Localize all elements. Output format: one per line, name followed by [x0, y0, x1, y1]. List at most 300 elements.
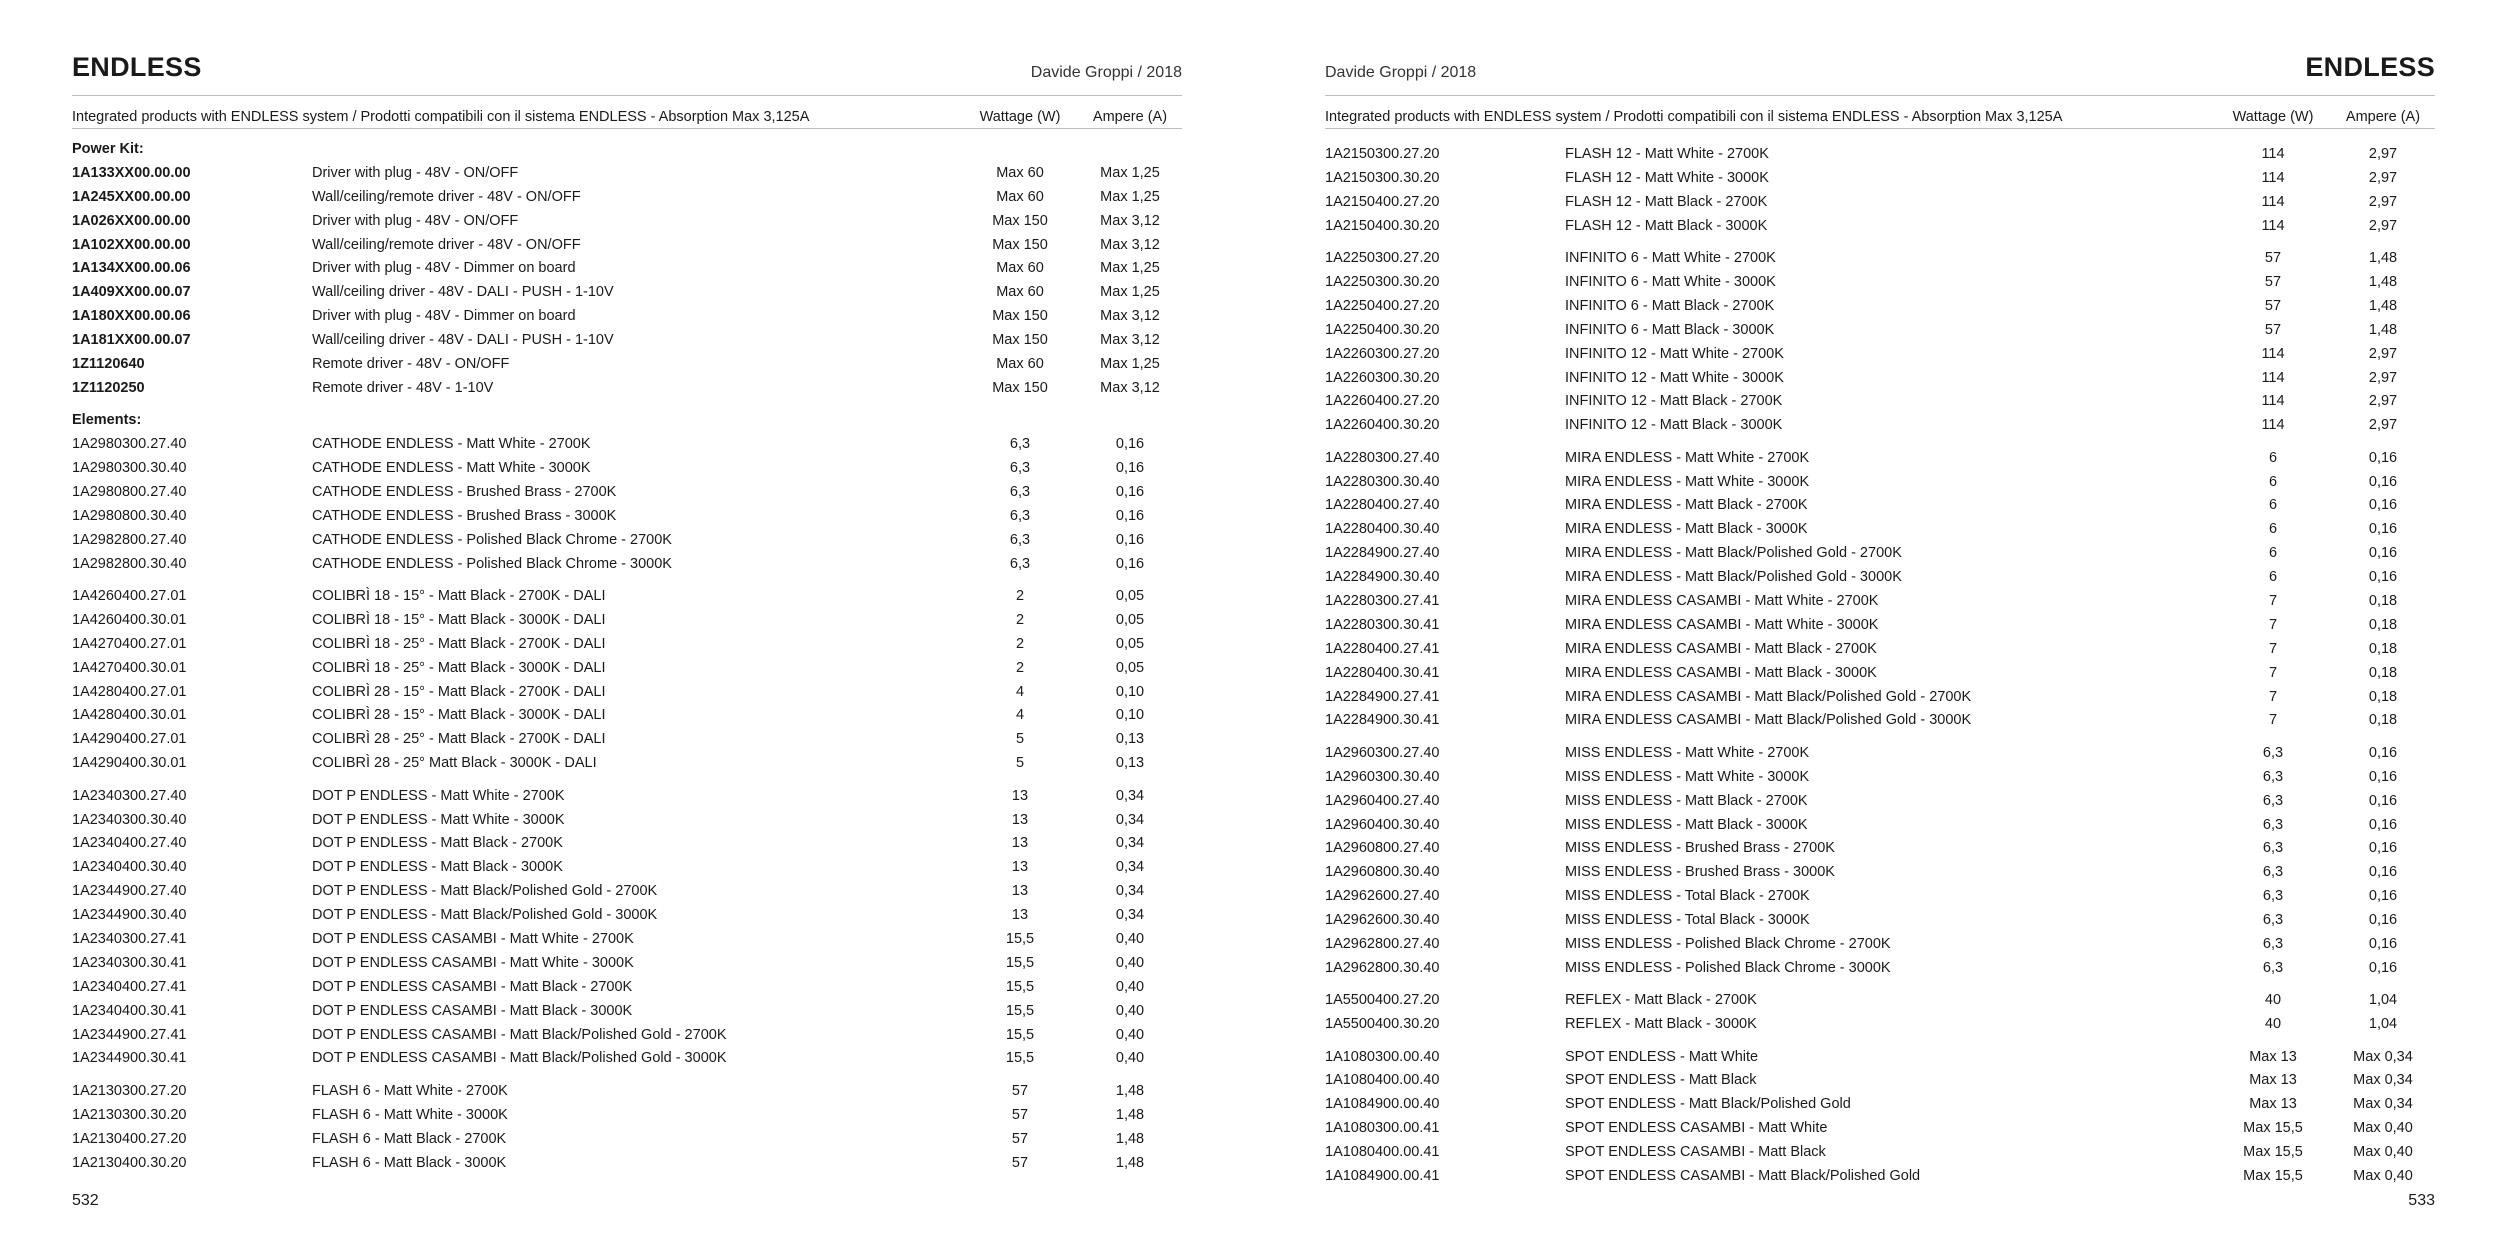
elements-section-title-label: Elements: — [72, 412, 142, 429]
ampere-value: 1,48 — [1115, 1130, 1145, 1147]
ampere-value: 0,16 — [2368, 816, 2398, 833]
product-code: 1A2260300.27.20 — [1325, 345, 1440, 362]
product-code: 1A4290400.30.01 — [72, 755, 187, 772]
product-description: CATHODE ENDLESS - Brushed Brass - 3000K — [312, 507, 617, 524]
product-description: FLASH 12 - Matt Black - 2700K — [1565, 193, 1768, 210]
product-description: MISS ENDLESS - Polished Black Chrome - 3000K — [1565, 959, 1891, 976]
wattage-value: Max 13 — [2249, 1048, 2297, 1065]
product-description: SPOT ENDLESS - Matt White — [1565, 1048, 1759, 1065]
header-divider — [1325, 95, 2435, 96]
ampere-value: 0,10 — [1115, 707, 1145, 724]
product-code: 1A2960400.30.40 — [1325, 816, 1440, 833]
product-code: 1A2250400.27.20 — [1325, 297, 1440, 314]
wattage-value: 114 — [2261, 193, 2285, 210]
wattage-value: 57 — [1011, 1154, 1029, 1171]
ampere-value: 0,05 — [1115, 588, 1145, 605]
product-description: Remote driver - 48V - ON/OFF — [312, 356, 510, 373]
product-code: 1A2284900.27.41 — [1325, 688, 1440, 705]
ampere-value: 0,05 — [1115, 611, 1145, 628]
table-row — [1325, 1013, 2435, 1037]
ampere-value: 0,16 — [2368, 449, 2398, 466]
ampere-value: Max 0,34 — [2353, 1072, 2413, 1089]
wattage-value: 57 — [2264, 250, 2282, 267]
wattage-value: 2 — [1015, 588, 1025, 605]
brand-title: ENDLESS — [2305, 52, 2435, 82]
product-code: 1A2280300.27.40 — [1325, 449, 1440, 466]
ampere-value: 0,16 — [2368, 792, 2398, 809]
product-code: 1A4260400.27.01 — [72, 588, 187, 605]
product-description: REFLEX - Matt Black - 2700K — [1565, 992, 1757, 1009]
product-code: 1A2960400.27.40 — [1325, 792, 1440, 809]
product-code: 1A4280400.30.01 — [72, 707, 187, 724]
ampere-column-header: Ampere (A) — [2345, 109, 2421, 125]
ampere-value: 0,16 — [2368, 521, 2398, 538]
product-description: Driver with plug - 48V - ON/OFF — [312, 212, 519, 229]
wattage-value: 6,3 — [2262, 959, 2284, 976]
table-row — [72, 186, 1182, 210]
wattage-value: 2 — [1015, 635, 1025, 652]
wattage-value: 6 — [2268, 569, 2278, 586]
ampere-value: 2,97 — [2368, 369, 2398, 386]
ampere-value: 2,97 — [2368, 345, 2398, 362]
table-row — [1325, 191, 2435, 215]
wattage-value: 13 — [1011, 859, 1029, 876]
ampere-value: 0,34 — [1115, 883, 1145, 900]
product-description: MIRA ENDLESS - Matt Black/Polished Gold - 3000K — [1565, 569, 1902, 586]
product-code: 1Z1120250 — [72, 379, 145, 396]
product-code: 1A1080300.00.40 — [1325, 1048, 1440, 1065]
product-description: COLIBRÌ 28 - 25° - Matt Black - 2700K - DALI — [312, 731, 606, 748]
table-row — [1325, 1165, 2435, 1189]
wattage-column-header: Wattage (W) — [2232, 109, 2314, 125]
ampere-value: 0,16 — [1115, 531, 1145, 548]
ampere-column-header: Ampere (A) — [1092, 109, 1168, 125]
wattage-value: Max 60 — [996, 356, 1044, 373]
ampere-value: 0,40 — [1115, 954, 1145, 971]
ampere-value: Max 0,40 — [2353, 1144, 2413, 1161]
table-header-divider — [1325, 128, 2435, 129]
wattage-value: 13 — [1011, 835, 1029, 852]
table-row — [72, 633, 1182, 657]
table-row — [72, 928, 1182, 952]
table-row — [1325, 143, 2435, 167]
wattage-value: 6,3 — [2262, 840, 2284, 857]
product-code: 1Z1120640 — [72, 356, 145, 373]
product-code: 1A2280300.30.41 — [1325, 616, 1440, 633]
product-code: 1A2280400.27.40 — [1325, 497, 1440, 514]
ampere-value: Max 3,12 — [1100, 379, 1160, 396]
product-description: MIRA ENDLESS CASAMBI - Matt Black/Polished Gold - 2700K — [1565, 688, 1972, 705]
header-divider — [72, 95, 1182, 96]
table-row — [1325, 662, 2435, 686]
product-description: CATHODE ENDLESS - Brushed Brass - 2700K — [312, 483, 617, 500]
product-code: 1A2280400.30.41 — [1325, 664, 1440, 681]
product-code: 1A2284900.27.40 — [1325, 545, 1440, 562]
wattage-value: 6,3 — [2262, 888, 2284, 905]
product-code: 1A2962800.30.40 — [1325, 959, 1440, 976]
wattage-value: 6,3 — [1009, 460, 1031, 477]
product-code: 1A2962600.27.40 — [1325, 888, 1440, 905]
ampere-value: 1,48 — [2368, 321, 2398, 338]
table-header-divider — [72, 128, 1182, 129]
product-code: 1A4290400.27.01 — [72, 731, 187, 748]
product-description: Driver with plug - 48V - Dimmer on board — [312, 308, 576, 325]
product-description: Wall/ceiling driver - 48V - DALI - PUSH - 1-10V — [312, 332, 614, 349]
ampere-value: 0,16 — [2368, 840, 2398, 857]
table-row — [72, 162, 1182, 186]
wattage-value: Max 150 — [992, 212, 1048, 229]
ampere-value: Max 0,34 — [2353, 1048, 2413, 1065]
wattage-value: 6,3 — [2262, 936, 2284, 952]
table-row — [72, 609, 1182, 633]
product-description: Remote driver - 48V - 1-10V — [312, 379, 494, 396]
page-number: 533 — [2408, 1192, 2435, 1209]
table-row — [1325, 1046, 2435, 1070]
ampere-value: 0,05 — [1115, 635, 1145, 652]
product-code: 1A2960800.27.40 — [1325, 840, 1440, 857]
ampere-value: 1,48 — [1115, 1154, 1145, 1171]
wattage-value: 6,3 — [2262, 912, 2284, 929]
ampere-value: 2,97 — [2368, 417, 2398, 434]
product-code: 1A2340400.30.40 — [72, 859, 187, 876]
table-row — [72, 976, 1182, 1000]
table-title: Integrated products with ENDLESS system / Prodotti compatibili con il sistema ENDLESS - Absorption Max 3,125A — [1325, 109, 2063, 125]
ampere-value: Max 3,12 — [1100, 212, 1160, 229]
product-description: Driver with plug - 48V - Dimmer on board — [312, 260, 576, 277]
product-description: DOT P ENDLESS CASAMBI - Matt White - 3000K — [312, 954, 634, 971]
product-code: 1A2150300.30.20 — [1325, 169, 1440, 186]
product-code: 1A2130300.27.20 — [72, 1082, 187, 1099]
product-code: 1A2260400.30.20 — [1325, 417, 1440, 434]
table-row — [1325, 471, 2435, 495]
product-description: MIRA ENDLESS - Matt Black - 2700K — [1565, 497, 1808, 514]
table-row — [1325, 343, 2435, 367]
wattage-value: 6,3 — [1009, 555, 1031, 572]
ampere-value: 0,40 — [1115, 1050, 1145, 1067]
ampere-value: 0,16 — [2368, 936, 2398, 952]
ampere-value: 0,16 — [1115, 507, 1145, 524]
product-description: INFINITO 12 - Matt White - 3000K — [1565, 369, 1784, 386]
table-row — [1325, 518, 2435, 542]
ampere-value: Max 3,12 — [1100, 332, 1160, 349]
table-row — [72, 1080, 1182, 1104]
product-description: DOT P ENDLESS - Matt White - 3000K — [312, 811, 565, 828]
table-row — [72, 809, 1182, 833]
product-description: MIRA ENDLESS CASAMBI - Matt Black/Polished Gold - 3000K — [1565, 712, 1972, 729]
ampere-value: Max 1,25 — [1100, 260, 1160, 277]
product-description: SPOT ENDLESS CASAMBI - Matt White — [1565, 1120, 1828, 1137]
product-code: 1A409XX00.00.07 — [72, 284, 191, 301]
product-code: 1A2962600.30.40 — [1325, 912, 1440, 929]
table-row — [1325, 390, 2435, 414]
table-row — [1325, 247, 2435, 271]
table-row — [1325, 909, 2435, 933]
ampere-value: 0,16 — [2368, 497, 2398, 514]
table-row — [72, 305, 1182, 329]
product-description: DOT P ENDLESS CASAMBI - Matt Black - 2700K — [312, 978, 633, 995]
product-code: 1A1080400.00.41 — [1325, 1144, 1440, 1161]
table-row — [1325, 319, 2435, 343]
wattage-value: 6 — [2268, 545, 2278, 562]
wattage-value: 6,3 — [2262, 864, 2284, 881]
table-row — [1325, 989, 2435, 1013]
wattage-value: 40 — [2264, 992, 2282, 1009]
table-row — [72, 1152, 1182, 1176]
table-row — [1325, 814, 2435, 838]
product-description: INFINITO 6 - Matt Black - 3000K — [1565, 321, 1775, 338]
table-row — [72, 505, 1182, 529]
product-table — [1325, 143, 2435, 1189]
ampere-value: 0,05 — [1115, 659, 1145, 676]
wattage-value: 6,3 — [1009, 436, 1031, 453]
table-row — [1325, 1093, 2435, 1117]
product-description: DOT P ENDLESS CASAMBI - Matt Black/Polished Gold - 2700K — [312, 1026, 727, 1043]
wattage-value: 13 — [1011, 811, 1029, 828]
product-code: 1A180XX00.00.06 — [72, 308, 191, 325]
product-code: 1A2980300.30.40 — [72, 460, 187, 477]
product-description: INFINITO 6 - Matt Black - 2700K — [1565, 297, 1775, 314]
product-description: SPOT ENDLESS CASAMBI - Matt Black/Polished Gold — [1565, 1168, 1921, 1185]
ampere-value: 0,13 — [1115, 731, 1145, 748]
product-description: CATHODE ENDLESS - Matt White - 3000K — [312, 460, 591, 477]
ampere-value: 1,48 — [2368, 250, 2398, 267]
wattage-value: 6,3 — [2262, 768, 2284, 785]
wattage-value: 7 — [2268, 688, 2278, 705]
wattage-value: Max 150 — [992, 308, 1048, 325]
product-code: 1A181XX00.00.07 — [72, 332, 191, 349]
ampere-value: 2,97 — [2368, 169, 2398, 186]
ampere-value: 0,40 — [1115, 1002, 1145, 1019]
product-description: Wall/ceiling/remote driver - 48V - ON/OFF — [312, 236, 581, 253]
wattage-value: 7 — [2268, 593, 2278, 610]
product-code: 1A2280300.27.41 — [1325, 593, 1440, 610]
ampere-value: 0,18 — [2368, 616, 2398, 633]
product-code: 1A2150400.27.20 — [1325, 193, 1440, 210]
wattage-value: 6,3 — [1009, 483, 1031, 500]
wattage-value: Max 60 — [996, 164, 1044, 181]
product-description: FLASH 12 - Matt White - 2700K — [1565, 146, 1769, 162]
table-row — [72, 952, 1182, 976]
wattage-value: 15,5 — [1005, 931, 1035, 947]
ampere-value: Max 0,40 — [2353, 1168, 2413, 1185]
ampere-value: 0,16 — [2368, 888, 2398, 905]
wattage-value: 114 — [2261, 393, 2285, 410]
ampere-value: 0,16 — [2368, 473, 2398, 490]
table-row — [72, 1104, 1182, 1128]
product-code: 1A134XX00.00.06 — [72, 260, 191, 277]
table-row — [1325, 271, 2435, 295]
product-code: 1A102XX00.00.00 — [72, 236, 191, 253]
product-description: SPOT ENDLESS - Matt Black/Polished Gold — [1565, 1096, 1851, 1113]
table-row — [72, 210, 1182, 234]
catalog-page-right — [1325, 0, 2435, 1250]
table-row — [1325, 837, 2435, 861]
ampere-value: 0,16 — [1115, 436, 1145, 453]
table-row — [72, 856, 1182, 880]
ampere-value: 0,40 — [1115, 1026, 1145, 1043]
ampere-value: 0,10 — [1115, 683, 1145, 700]
ampere-value: 0,16 — [2368, 545, 2398, 562]
wattage-value: 6 — [2268, 449, 2278, 466]
table-row — [1325, 414, 2435, 438]
wattage-value: Max 60 — [996, 284, 1044, 301]
wattage-value: 6,3 — [1009, 507, 1031, 524]
product-description: MISS ENDLESS - Matt White - 3000K — [1565, 768, 1810, 785]
product-description: MISS ENDLESS - Brushed Brass - 2700K — [1565, 840, 1835, 857]
product-description: CATHODE ENDLESS - Polished Black Chrome - 3000K — [312, 555, 672, 572]
table-row — [72, 1000, 1182, 1024]
product-description: MIRA ENDLESS CASAMBI - Matt White - 3000K — [1565, 616, 1879, 633]
wattage-value: 6 — [2268, 497, 2278, 514]
wattage-value: 114 — [2261, 345, 2285, 362]
wattage-value: Max 15,5 — [2243, 1168, 2303, 1185]
table-row — [1325, 766, 2435, 790]
ampere-value: Max 1,25 — [1100, 188, 1160, 205]
wattage-column-header: Wattage (W) — [979, 109, 1061, 125]
wattage-value: 57 — [1011, 1082, 1029, 1099]
wattage-value: 7 — [2268, 640, 2278, 657]
ampere-value: 0,16 — [2368, 864, 2398, 881]
table-row — [72, 832, 1182, 856]
product-code: 1A2130300.30.20 — [72, 1106, 187, 1123]
product-description: DOT P ENDLESS CASAMBI - Matt Black - 3000K — [312, 1002, 633, 1019]
ampere-value: Max 3,12 — [1100, 308, 1160, 325]
table-row — [72, 529, 1182, 553]
product-code: 1A2150400.30.20 — [1325, 217, 1440, 234]
product-code: 1A2960800.30.40 — [1325, 864, 1440, 881]
table-row — [1325, 885, 2435, 909]
product-code: 1A2284900.30.40 — [1325, 569, 1440, 586]
table-row — [1325, 933, 2435, 957]
ampere-value: 0,16 — [2368, 768, 2398, 785]
table-row — [72, 880, 1182, 904]
product-code: 1A026XX00.00.00 — [72, 212, 191, 229]
wattage-value: 114 — [2261, 217, 2285, 234]
ampere-value: Max 1,25 — [1100, 284, 1160, 301]
wattage-value: 13 — [1011, 907, 1029, 924]
product-description: DOT P ENDLESS - Matt Black - 3000K — [312, 859, 563, 876]
product-code: 1A2130400.27.20 — [72, 1130, 187, 1147]
table-row — [72, 281, 1182, 305]
wattage-value: Max 15,5 — [2243, 1120, 2303, 1137]
table-row — [72, 553, 1182, 577]
ampere-value: 0,18 — [2368, 688, 2398, 705]
ampere-value: 1,04 — [2368, 1016, 2398, 1033]
table-row — [72, 681, 1182, 705]
ampere-value: 0,18 — [2368, 640, 2398, 657]
product-description: DOT P ENDLESS CASAMBI - Matt White - 2700K — [312, 931, 634, 947]
table-row — [72, 377, 1182, 401]
wattage-value: 7 — [2268, 616, 2278, 633]
product-code: 1A2340400.27.41 — [72, 978, 187, 995]
wattage-value: 15,5 — [1005, 1050, 1035, 1067]
product-code: 1A2340400.30.41 — [72, 1002, 187, 1019]
wattage-value: 40 — [2264, 1016, 2282, 1033]
product-description: FLASH 6 - Matt White - 2700K — [312, 1082, 508, 1099]
product-code: 1A1084900.00.41 — [1325, 1168, 1440, 1185]
product-code: 1A133XX00.00.00 — [72, 164, 191, 181]
product-description: INFINITO 12 - Matt Black - 3000K — [1565, 417, 1783, 434]
wattage-value: 5 — [1015, 731, 1025, 748]
product-description: MISS ENDLESS - Brushed Brass - 3000K — [1565, 864, 1835, 881]
wattage-value: 13 — [1011, 883, 1029, 900]
product-code: 1A2280400.30.40 — [1325, 521, 1440, 538]
ampere-value: 0,16 — [1115, 460, 1145, 477]
table-row — [1325, 1117, 2435, 1141]
table-row — [1325, 742, 2435, 766]
product-code: 1A5500400.30.20 — [1325, 1016, 1440, 1033]
product-description: Wall/ceiling driver - 48V - DALI - PUSH - 1-10V — [312, 284, 614, 301]
power-kit-section-title — [72, 138, 1182, 162]
table-row — [1325, 957, 2435, 981]
wattage-value: 5 — [1015, 755, 1025, 772]
ampere-value: 0,16 — [1115, 483, 1145, 500]
product-description: COLIBRÌ 28 - 15° - Matt Black - 2700K - DALI — [312, 683, 606, 700]
ampere-value: 0,40 — [1115, 931, 1145, 947]
table-row — [72, 728, 1182, 752]
table-row — [72, 657, 1182, 681]
table-row — [72, 257, 1182, 281]
table-row — [72, 433, 1182, 457]
product-description: INFINITO 12 - Matt White - 2700K — [1565, 345, 1784, 362]
ampere-value: Max 3,12 — [1100, 236, 1160, 253]
table-row — [72, 1128, 1182, 1152]
product-code: 1A2344900.30.41 — [72, 1050, 187, 1067]
wattage-value: 15,5 — [1005, 954, 1035, 971]
product-description: FLASH 6 - Matt Black - 2700K — [312, 1130, 507, 1147]
product-code: 1A4270400.30.01 — [72, 659, 187, 676]
wattage-value: 4 — [1015, 683, 1025, 700]
product-description: MIRA ENDLESS - Matt Black/Polished Gold - 2700K — [1565, 545, 1902, 562]
ampere-value: 1,48 — [1115, 1106, 1145, 1123]
product-code: 1A245XX00.00.00 — [72, 188, 191, 205]
ampere-value: Max 0,40 — [2353, 1120, 2413, 1137]
product-description: MIRA ENDLESS CASAMBI - Matt White - 2700K — [1565, 593, 1879, 610]
wattage-value: Max 150 — [992, 332, 1048, 349]
table-header — [1325, 109, 2435, 127]
table-header — [72, 109, 1182, 127]
ampere-value: 0,13 — [1115, 755, 1145, 772]
product-description: COLIBRÌ 28 - 25° Matt Black - 3000K - DALI — [312, 755, 597, 772]
product-description: FLASH 6 - Matt Black - 3000K — [312, 1154, 507, 1171]
product-description: DOT P ENDLESS - Matt Black/Polished Gold - 3000K — [312, 907, 658, 924]
wattage-value: 114 — [2261, 146, 2285, 162]
product-description: DOT P ENDLESS - Matt Black/Polished Gold - 2700K — [312, 883, 658, 900]
ampere-value: Max 1,25 — [1100, 164, 1160, 181]
product-code: 1A1084900.00.40 — [1325, 1096, 1440, 1113]
ampere-value: 2,97 — [2368, 146, 2398, 162]
ampere-value: 0,16 — [2368, 744, 2398, 761]
wattage-value: Max 60 — [996, 188, 1044, 205]
table-row — [72, 904, 1182, 928]
elements-section-title — [72, 409, 1182, 433]
wattage-value: Max 13 — [2249, 1072, 2297, 1089]
product-description: COLIBRÌ 18 - 25° - Matt Black - 2700K - DALI — [312, 635, 606, 652]
table-row — [72, 1024, 1182, 1048]
ampere-value: 1,48 — [2368, 273, 2398, 290]
ampere-value: 0,34 — [1115, 811, 1145, 828]
product-description: MIRA ENDLESS CASAMBI - Matt Black - 2700K — [1565, 640, 1877, 657]
product-code: 1A2250400.30.20 — [1325, 321, 1440, 338]
product-description: MISS ENDLESS - Matt White - 2700K — [1565, 744, 1810, 761]
product-code: 1A2340300.30.40 — [72, 811, 187, 828]
product-description: SPOT ENDLESS CASAMBI - Matt Black — [1565, 1144, 1826, 1161]
ampere-value: 2,97 — [2368, 393, 2398, 410]
product-code: 1A2980800.27.40 — [72, 483, 187, 500]
product-description: INFINITO 6 - Matt White - 2700K — [1565, 250, 1776, 267]
table-row — [1325, 447, 2435, 471]
ampere-value: 0,18 — [2368, 664, 2398, 681]
